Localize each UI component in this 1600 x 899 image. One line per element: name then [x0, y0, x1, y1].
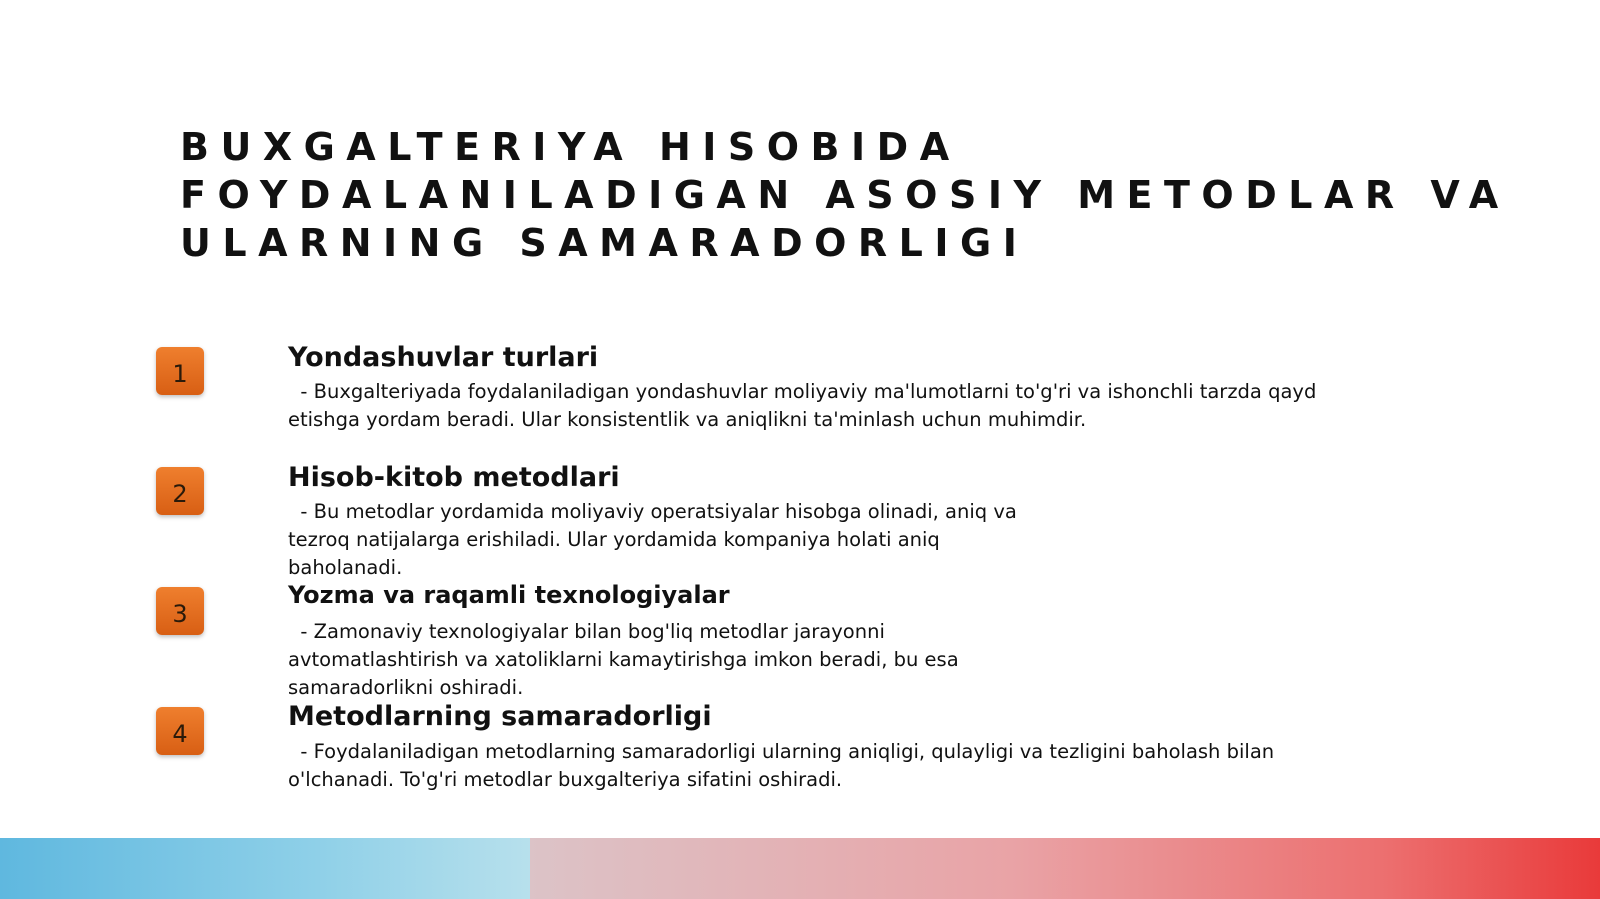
item-description [288, 618, 959, 702]
number-badge: 1 [156, 347, 204, 395]
number-badge: 3 [156, 587, 204, 635]
number-badge: 4 [156, 707, 204, 755]
slide-title [180, 123, 1560, 267]
description-line: - Zamonaviy texnologiyalar bilan bog'liq metodlar jarayonni [288, 620, 885, 643]
description-line: etishga yordam beradi. Ular konsistentlik va aniqlikni ta'minlash uchun muhimdir. [288, 408, 1087, 431]
item-description [288, 498, 1017, 582]
footer-band-red [530, 838, 1600, 899]
item-heading: Metodlarning samaradorligi [288, 701, 712, 732]
footer-band-blue [0, 838, 530, 899]
title-line: BUXGALTERIYA HISOBIDA [180, 125, 961, 169]
description-line: tezroq natijalarga erishiladi. Ular yordamida kompaniya holati aniq [288, 528, 940, 551]
description-line: samaradorlikni oshiradi. [288, 676, 524, 699]
description-line: avtomatlashtirish va xatoliklarni kamaytirishga imkon beradi, bu esa [288, 648, 959, 671]
description-line: - Buxgalteriyada foydalaniladigan yondashuvlar moliyaviy ma'lumotlarni to'g'ri va ishonchli tarzda qayd [288, 380, 1317, 403]
footer-gradient-band [0, 838, 1600, 899]
description-line: baholanadi. [288, 556, 403, 579]
title-line: FOYDALANILADIGAN ASOSIY METODLAR VA [180, 173, 1510, 217]
item-heading: Hisob-kitob metodlari [288, 462, 620, 493]
item-heading: Yozma va raqamli texnologiyalar [288, 581, 730, 609]
number-badge: 2 [156, 467, 204, 515]
description-line: - Foydalaniladigan metodlarning samaradorligi ularning aniqligi, qulayligi va tezligini baholash bilan [288, 740, 1275, 763]
item-heading: Yondashuvlar turlari [288, 342, 599, 373]
title-line: ULARNING SAMARADORLIGI [180, 221, 1029, 265]
description-line: o'lchanadi. To'g'ri metodlar buxgalteriya sifatini oshiradi. [288, 768, 843, 791]
description-line: - Bu metodlar yordamida moliyaviy operatsiyalar hisobga olinadi, aniq va [288, 500, 1017, 523]
item-description [288, 378, 1316, 434]
item-description [288, 738, 1274, 794]
